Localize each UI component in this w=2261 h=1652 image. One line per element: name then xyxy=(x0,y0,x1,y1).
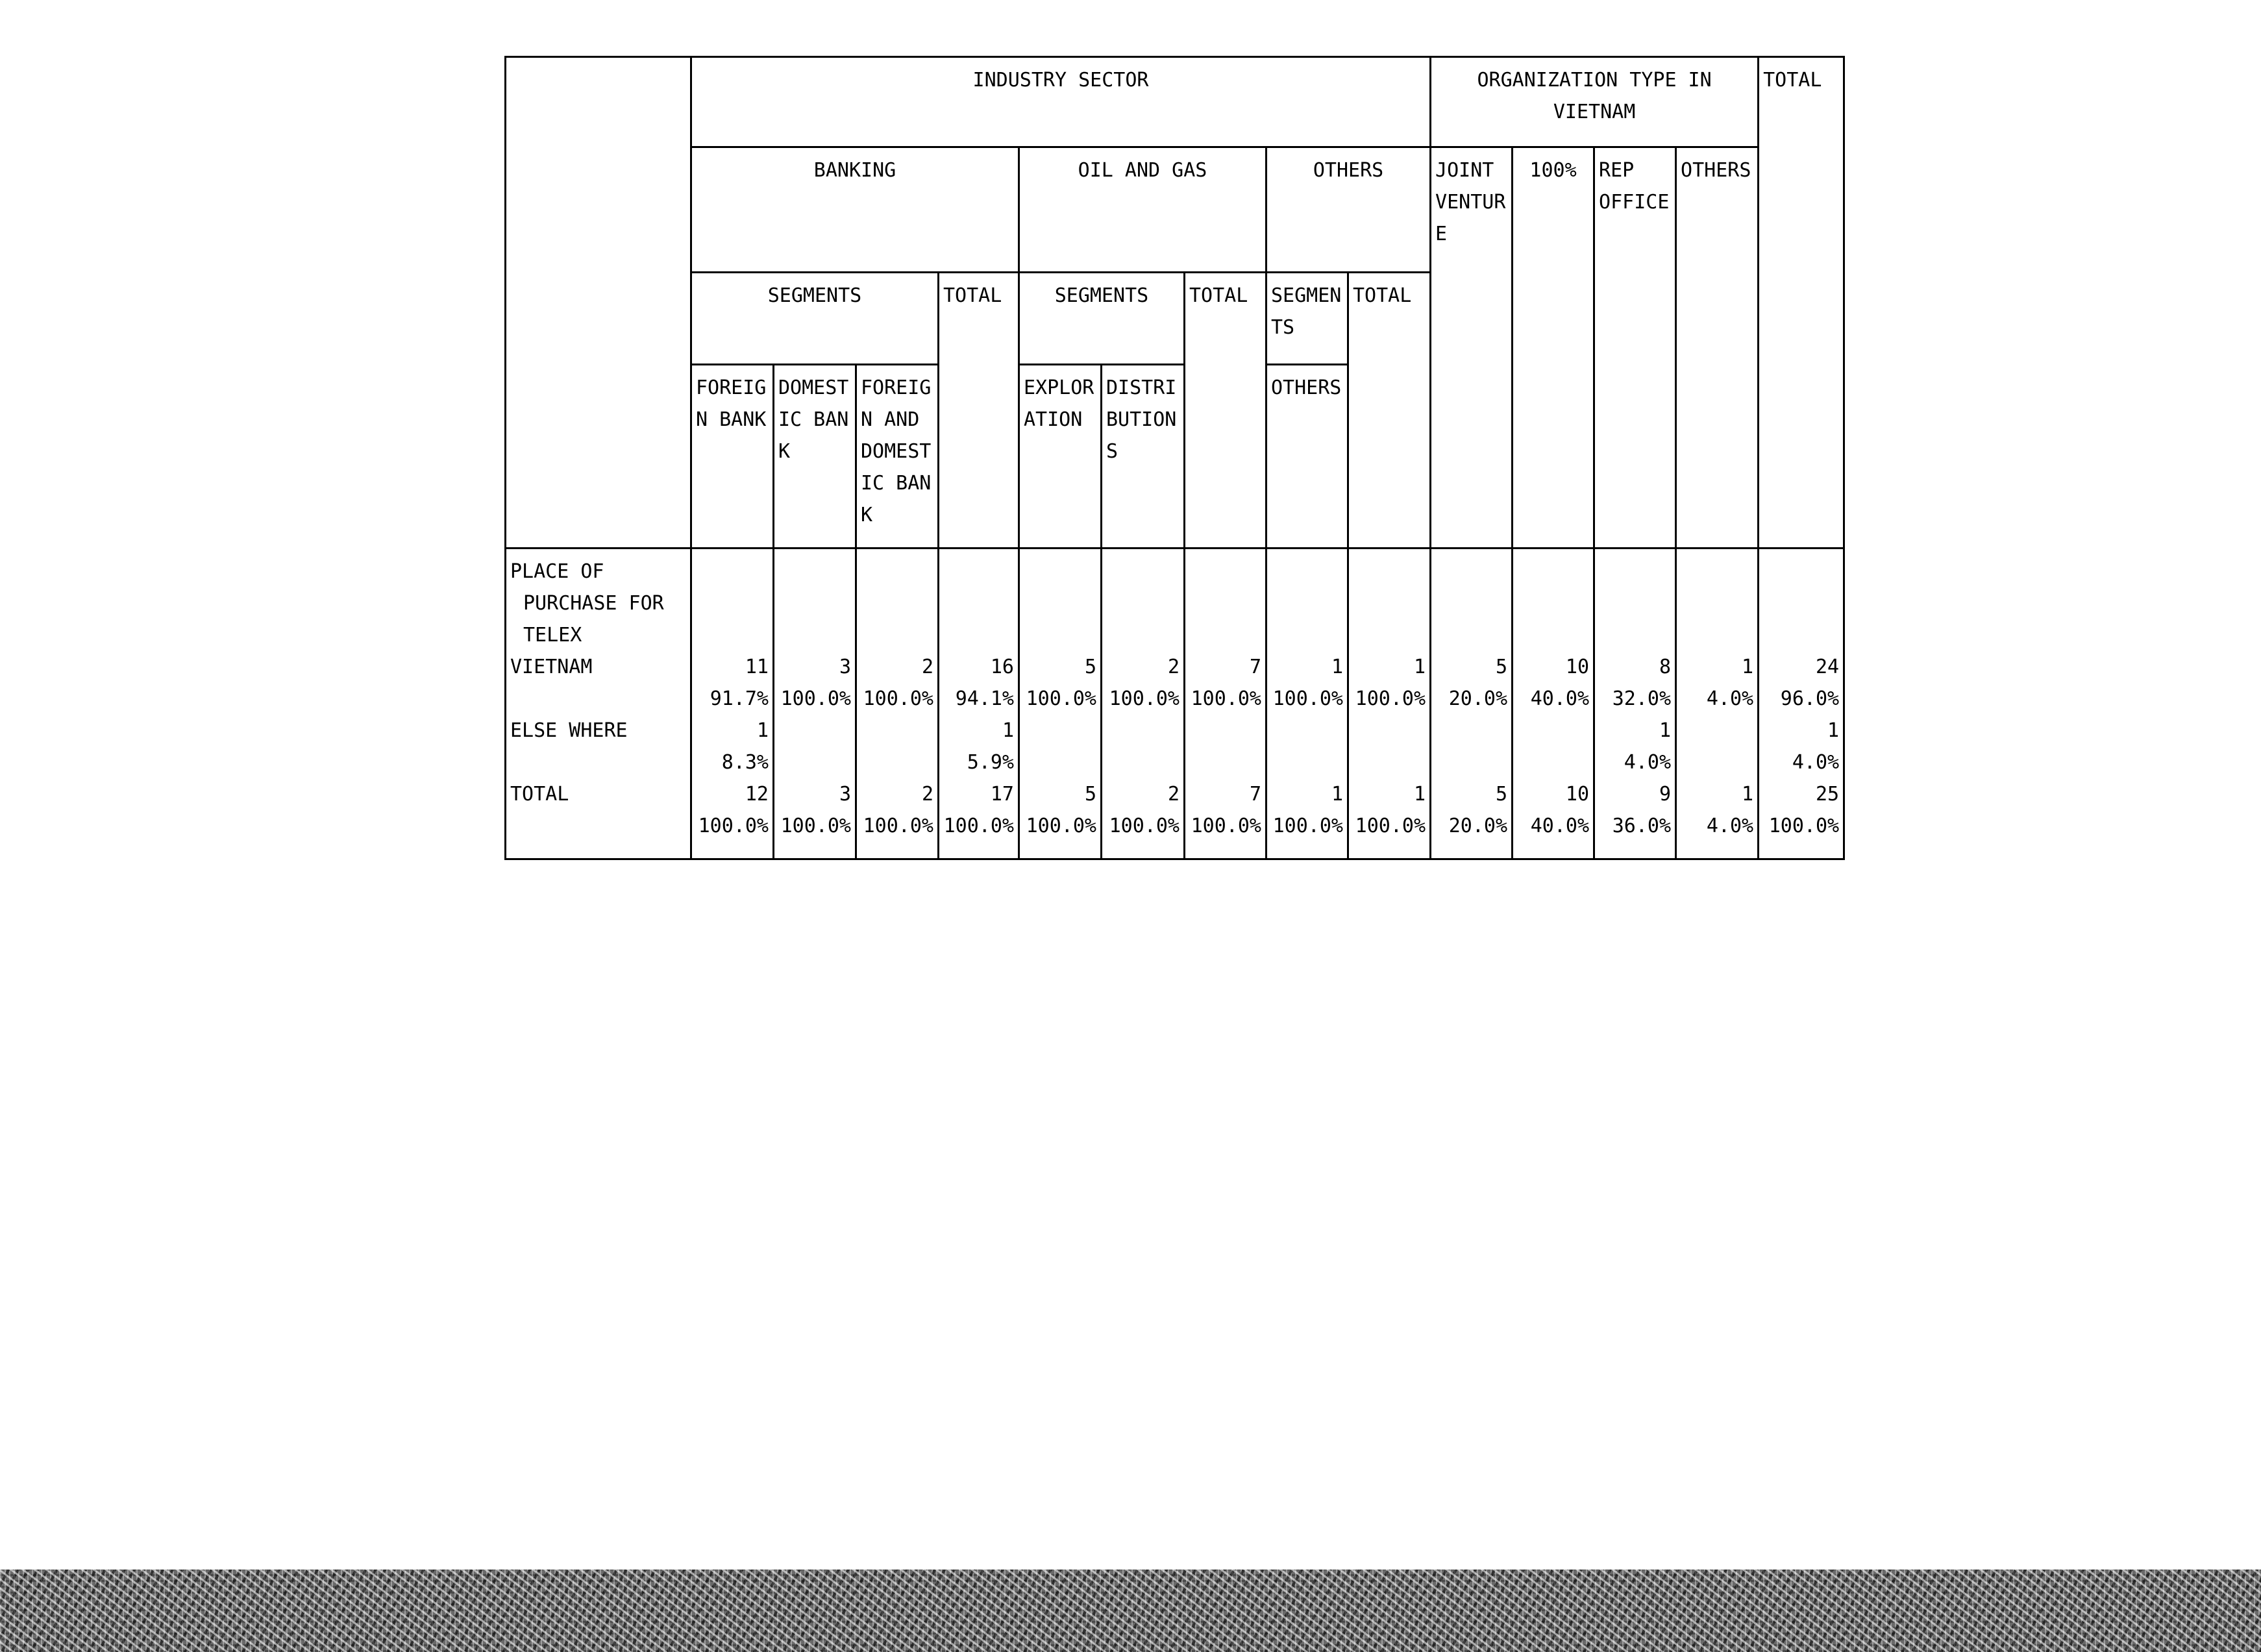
data-cell-foreign-and-domestic-bank: 2 100.0% 2 100.0% xyxy=(856,549,939,859)
row-labels-cell xyxy=(506,549,691,859)
data-cell-others-org: 1 4.0% 1 4.0% xyxy=(1676,549,1759,859)
data-cell-grand-total: 24 96.0% 1 4.0% 25 100.0% xyxy=(1759,549,1844,859)
rep-office-header: REP OFFICE xyxy=(1594,147,1676,549)
hundred-pct-header: 100% xyxy=(1513,147,1594,549)
data-cell-others-segment: 1 100.0% 1 100.0% xyxy=(1266,549,1348,859)
data-cell-banking-total: 16 94.1% 1 5.9% 17 100.0% xyxy=(939,549,1019,859)
oil-and-gas-header: OIL AND GAS xyxy=(1019,147,1266,273)
data-cell-distributions: 2 100.0% 2 100.0% xyxy=(1102,549,1185,859)
data-row xyxy=(506,549,1844,859)
data-cell-exploration: 5 100.0% 5 100.0% xyxy=(1019,549,1102,859)
distributions-header: DISTRIBUTIONS xyxy=(1102,365,1185,549)
stub-title-line-2: PURCHASE FOR xyxy=(523,592,664,615)
data-cell-rep-office: 8 32.0% 1 4.0% 9 36.0% xyxy=(1594,549,1676,859)
data-cell-hundred-pct: 10 40.0% 10 40.0% xyxy=(1513,549,1594,859)
row-label-vietnam: VIETNAM xyxy=(510,656,593,678)
stub-title-line-1: PLACE OF xyxy=(510,560,604,583)
domestic-bank-header: DOMESTIC BANK xyxy=(774,365,856,549)
header-row-2 xyxy=(506,147,1844,273)
grand-total-header: TOTAL xyxy=(1759,57,1844,549)
joint-venture-header: JOINT VENTURE xyxy=(1431,147,1513,549)
others-segments-header: SEGMENTS xyxy=(1266,273,1348,365)
foreign-bank-header: FOREIGN BANK xyxy=(691,365,774,549)
others-sector-header: OTHERS xyxy=(1266,147,1431,273)
stub-header-cell xyxy=(506,57,691,549)
industry-sector-header: INDUSTRY SECTOR xyxy=(691,57,1431,147)
data-cell-foreign-bank: 11 91.7% 1 8.3% 12 100.0% xyxy=(691,549,774,859)
banking-header: BANKING xyxy=(691,147,1019,273)
exploration-header: EXPLORATION xyxy=(1019,365,1102,549)
others-org-header: OTHERS xyxy=(1676,147,1759,549)
data-cell-oil-total: 7 100.0% 7 100.0% xyxy=(1185,549,1266,859)
data-cell-joint-venture: 5 20.0% 5 20.0% xyxy=(1431,549,1513,859)
scan-noise-band xyxy=(0,1570,2261,1652)
stub-title-line-3: TELEX xyxy=(523,624,582,647)
data-cell-domestic-bank: 3 100.0% 3 100.0% xyxy=(774,549,856,859)
header-row-1 xyxy=(506,57,1844,147)
row-label-total: TOTAL xyxy=(510,783,569,806)
oil-segments-header: SEGMENTS xyxy=(1019,273,1185,365)
banking-total-header: TOTAL xyxy=(939,273,1019,549)
row-label-elsewhere: ELSE WHERE xyxy=(510,719,628,742)
banking-segments-header: SEGMENTS xyxy=(691,273,939,365)
foreign-and-domestic-bank-header: FOREIGN AND DOMESTIC BANK xyxy=(856,365,939,549)
purchase-place-table xyxy=(504,56,1845,860)
others-segment-header: OTHERS xyxy=(1266,365,1348,549)
data-cell-others-total: 1 100.0% 1 100.0% xyxy=(1348,549,1431,859)
others-total-header: TOTAL xyxy=(1348,273,1431,549)
organization-type-header: ORGANIZATION TYPE IN VIETNAM xyxy=(1431,57,1759,147)
oil-total-header: TOTAL xyxy=(1185,273,1266,549)
